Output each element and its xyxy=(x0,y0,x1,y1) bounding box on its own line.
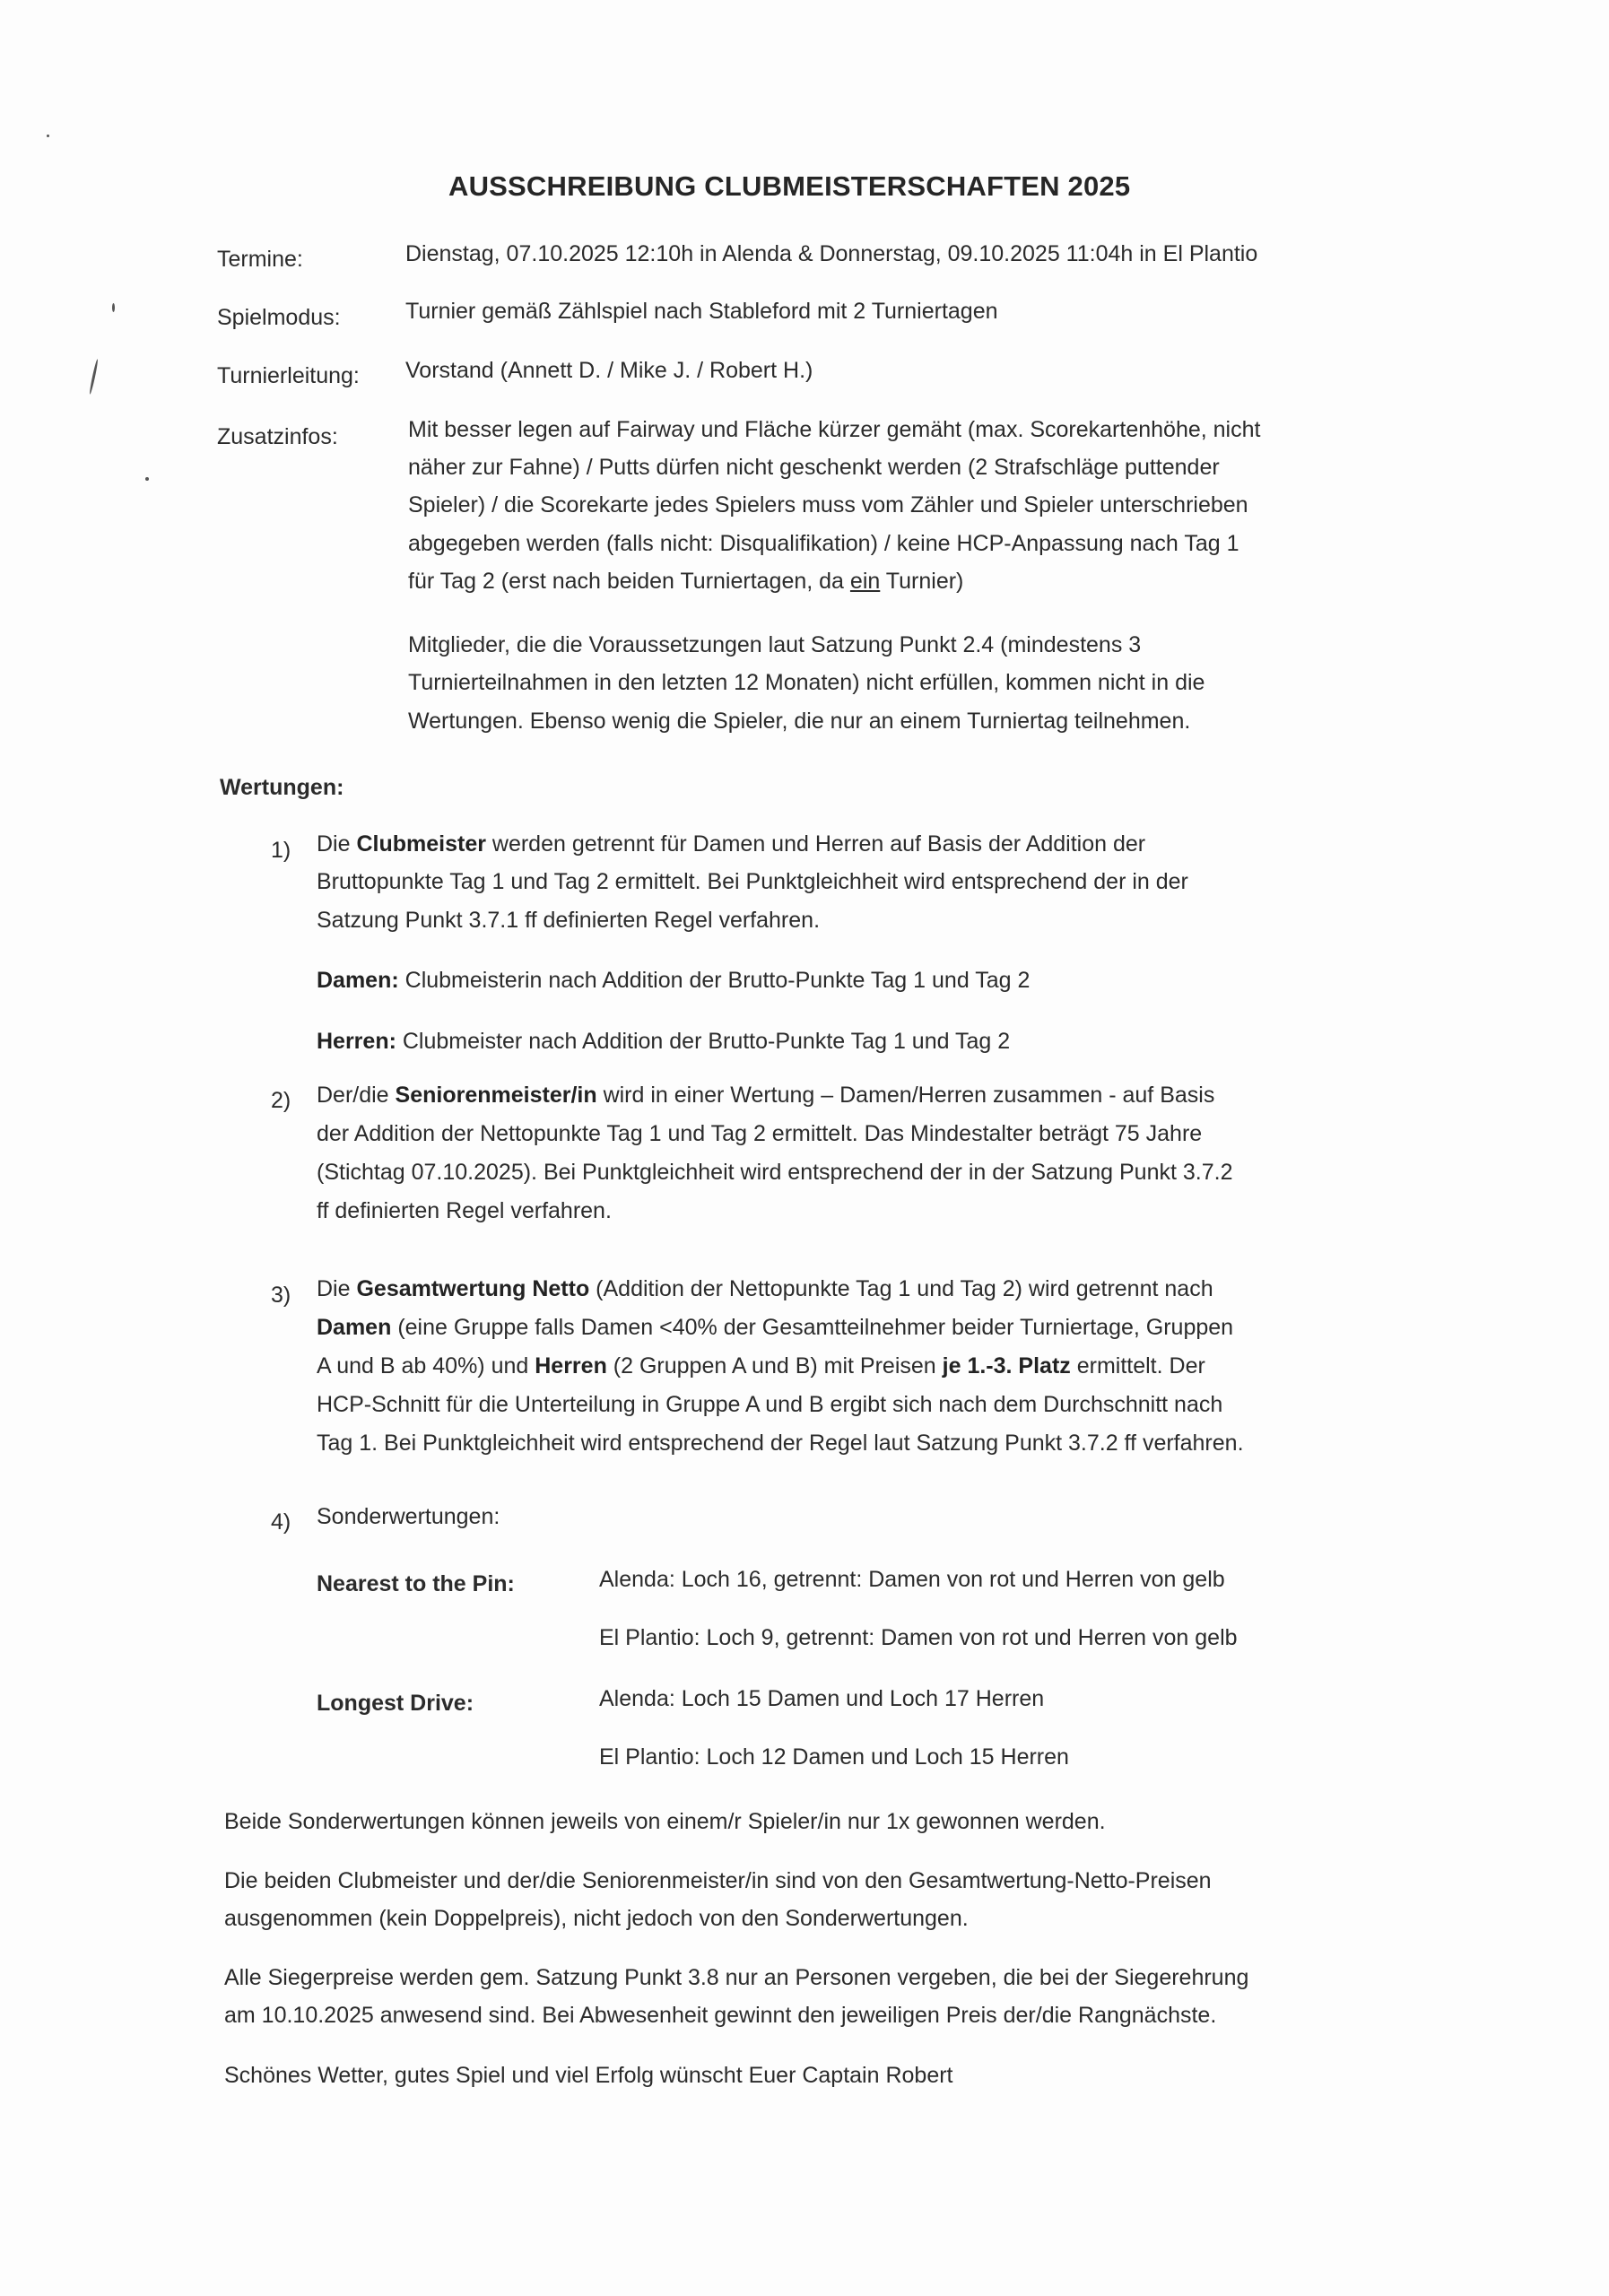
nearest-to-pin-entry: El Plantio: Loch 9, getrennt: Damen von rot und Herren von gelb xyxy=(599,1625,1238,1650)
wertungen-heading: Wertungen: xyxy=(220,775,344,800)
item2-line: (Stichtag 07.10.2025). Bei Punktgleichheit wird entsprechend der in der Satzung Punkt 3.7.2 xyxy=(317,1160,1233,1185)
item2-line: ff definierten Regel verfahren. xyxy=(317,1198,612,1223)
spielmodus-value: Turnier gemäß Zählspiel nach Stableford mit 2 Turniertagen xyxy=(405,299,998,324)
scan-speck xyxy=(112,303,115,312)
document-title: AUSSCHREIBUNG CLUBMEISTERSCHAFTEN 2025 xyxy=(448,170,1131,202)
text-run: (2 Gruppen A und B) mit Preisen xyxy=(606,1353,943,1378)
text-run: Der/die xyxy=(317,1083,396,1108)
members-line: Mitglieder, die die Voraussetzungen laut Satzung Punkt 2.4 (mindestens 3 xyxy=(408,632,1142,657)
bold-term: Herren xyxy=(535,1353,607,1378)
termine-value: Dienstag, 07.10.2025 12:10h in Alenda & Donnerstag, 09.10.2025 11:04h in El Plantio xyxy=(405,241,1258,266)
scan-speck xyxy=(145,477,149,481)
longest-drive-label: Longest Drive: xyxy=(317,1691,474,1716)
text-run: für Tag 2 (erst nach beiden Turniertagen, da xyxy=(408,569,850,594)
members-line: Turnierteilnahmen in den letzten 12 Monaten) nicht erfüllen, kommen nicht in die xyxy=(408,670,1205,695)
text-run: A und B ab 40%) und xyxy=(317,1353,535,1378)
sonderwertungen-label: Sonderwertungen: xyxy=(317,1504,500,1529)
item1-line xyxy=(317,825,1145,864)
item3-line xyxy=(317,1309,1233,1347)
list-number: 4) xyxy=(271,1509,291,1535)
scan-speck xyxy=(89,359,99,395)
nearest-to-pin-label: Nearest to the Pin: xyxy=(317,1571,515,1596)
bold-term: je 1.-3. Platz xyxy=(942,1353,1071,1378)
signature-line: Schönes Wetter, gutes Spiel und viel Erfolg wünscht Euer Captain Robert xyxy=(224,2063,953,2088)
zusatzinfos-line: Spieler) / die Scorekarte jedes Spielers muss vom Zähler und Spieler unterschrieben xyxy=(408,492,1248,517)
zusatzinfos-line: abgegeben werden (falls nicht: Disqualifikation) / keine HCP-Anpassung nach Tag 1 xyxy=(408,531,1239,556)
turnierleitung-label: Turnierleitung: xyxy=(217,363,360,388)
text-run: werden getrennt für Damen und Herren auf Basis der Addition der xyxy=(485,831,1146,857)
damen-label: Damen: xyxy=(317,968,399,993)
longest-drive-entry: Alenda: Loch 15 Damen und Loch 17 Herren xyxy=(599,1686,1045,1711)
turnierleitung-value: Vorstand (Annett D. / Mike J. / Robert H.) xyxy=(405,358,813,383)
bold-term: Seniorenmeister/in xyxy=(395,1083,597,1108)
bold-term: Clubmeister xyxy=(356,831,486,857)
text-run: Die xyxy=(317,1276,357,1301)
zusatzinfos-line xyxy=(408,562,963,601)
bold-term: Damen xyxy=(317,1315,392,1340)
nearest-to-pin-entry: Alenda: Loch 16, getrennt: Damen von rot und Herren von gelb xyxy=(599,1567,1225,1592)
text-run: Die xyxy=(317,831,357,857)
spielmodus-label: Spielmodus: xyxy=(217,305,341,330)
text-run: ermittelt. Der xyxy=(1070,1353,1205,1378)
text-run: Clubmeister nach Addition der Brutto-Punkte Tag 1 und Tag 2 xyxy=(396,1029,1011,1054)
damen-line xyxy=(317,961,1030,1000)
members-line: Wertungen. Ebenso wenig die Spieler, die nur an einem Turniertag teilnehmen. xyxy=(408,709,1191,734)
longest-drive-entry: El Plantio: Loch 12 Damen und Loch 15 Herren xyxy=(599,1744,1069,1770)
text-run: Turnier) xyxy=(880,569,964,594)
closing-paragraph: ausgenommen (kein Doppelpreis), nicht jedoch von den Sonderwertungen. xyxy=(224,1906,969,1931)
item3-line: HCP-Schnitt für die Unterteilung in Gruppe A und B ergibt sich nach dem Durchschnitt nach xyxy=(317,1392,1223,1417)
herren-label: Herren: xyxy=(317,1029,396,1054)
item2-line: der Addition der Nettopunkte Tag 1 und Tag 2 ermittelt. Das Mindestalter beträgt 75 Jahre xyxy=(317,1121,1203,1146)
list-number: 2) xyxy=(271,1088,291,1113)
termine-label: Termine: xyxy=(217,247,303,272)
herren-line xyxy=(317,1022,1010,1061)
scan-speck xyxy=(47,135,49,137)
item3-line xyxy=(317,1270,1213,1309)
zusatzinfos-label: Zusatzinfos: xyxy=(217,424,338,449)
item1-line: Bruttopunkte Tag 1 und Tag 2 ermittelt. Bei Punktgleichheit wird entsprechend der in der xyxy=(317,869,1188,894)
item3-line xyxy=(317,1347,1205,1386)
closing-paragraph: am 10.10.2025 anwesend sind. Bei Abwesenheit gewinnt den jeweiligen Preis der/die Rangnächste. xyxy=(224,2003,1217,2028)
closing-paragraph: Beide Sonderwertungen können jeweils von einem/r Spieler/in nur 1x gewonnen werden. xyxy=(224,1809,1106,1834)
list-number: 1) xyxy=(271,838,291,863)
item3-line: Tag 1. Bei Punktgleichheit wird entsprechend der Regel laut Satzung Punkt 3.7.2 ff verfahren. xyxy=(317,1431,1244,1456)
closing-paragraph: Alle Siegerpreise werden gem. Satzung Punkt 3.8 nur an Personen vergeben, die bei der Siegerehrung xyxy=(224,1965,1249,1990)
text-run: Clubmeisterin nach Addition der Brutto-Punkte Tag 1 und Tag 2 xyxy=(398,968,1031,993)
text-run: wird in einer Wertung – Damen/Herren zusammen - auf Basis xyxy=(596,1083,1215,1108)
zusatzinfos-line: Mit besser legen auf Fairway und Fläche kürzer gemäht (max. Scorekartenhöhe, nicht xyxy=(408,417,1261,442)
closing-paragraph: Die beiden Clubmeister und der/die Seniorenmeister/in sind von den Gesamtwertung-Netto-Preisen xyxy=(224,1868,1212,1893)
text-run: (Addition der Nettopunkte Tag 1 und Tag 2) wird getrennt nach xyxy=(589,1276,1213,1301)
zusatzinfos-line: näher zur Fahne) / Putts dürfen nicht geschenkt werden (2 Strafschläge puttender xyxy=(408,455,1220,480)
bold-term: Gesamtwertung Netto xyxy=(356,1276,590,1301)
item1-line: Satzung Punkt 3.7.1 ff definierten Regel verfahren. xyxy=(317,908,821,933)
item2-line xyxy=(317,1076,1214,1115)
underlined-word: ein xyxy=(849,569,881,594)
text-run: (eine Gruppe falls Damen <40% der Gesamtteilnehmer beider Turniertage, Gruppen xyxy=(391,1315,1234,1340)
list-number: 3) xyxy=(271,1283,291,1308)
